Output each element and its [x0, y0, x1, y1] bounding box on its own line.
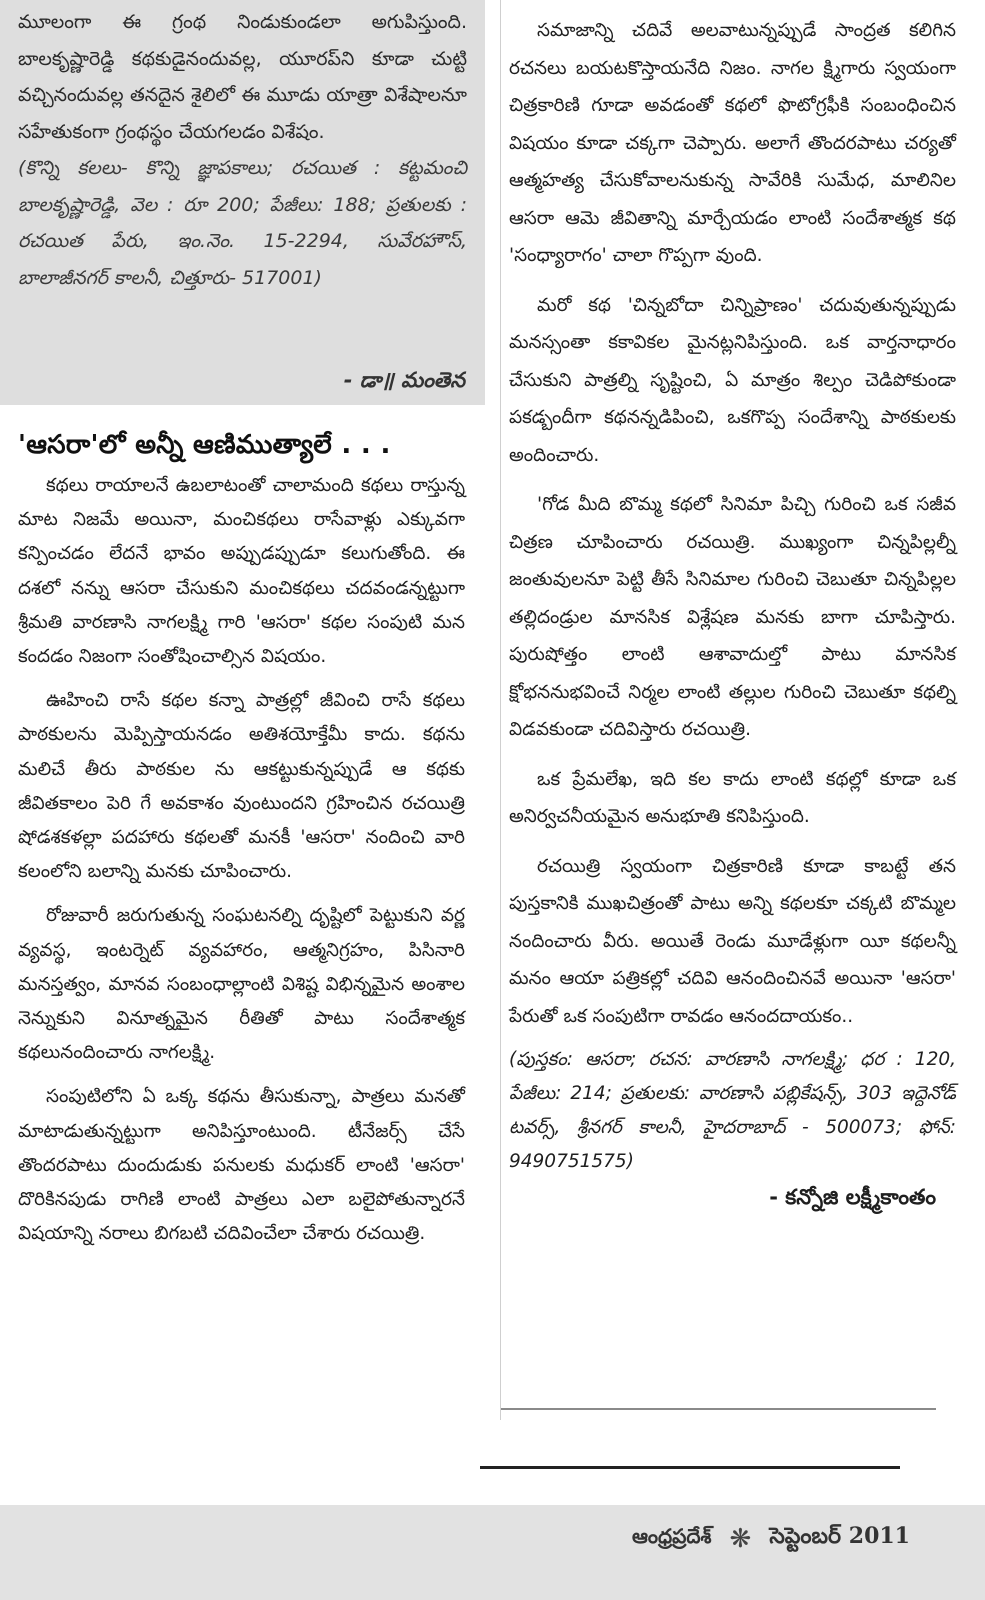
article-paragraph: ఒక ప్రేమలేఖ, ఇది కల కాదు లాంటి కథల్లో కూడా ఒక అనిర్వచనీయమైన అనుభూతి కనిపిస్తుంది. — [509, 768, 956, 827]
review-paragraph: మూలంగా ఈ గ్రంథ నిండుకుండలా అగుపిస్తుంది. బాలకృష్ణారెడ్డి కథకుడైనందువల్ల, యూరప్‌ని కూడా చుట్టి వచ్చినందువల్ల తనదైన శైలిలో ఈ మూడు యాత్రా విశేషాలనూ సహేతుకంగా గ్రంథస్థం చేయగలడం విశేషం. — [18, 11, 467, 143]
article-paragraph: సంపుటిలోని ఏ ఒక్క కథను తీసుకున్నా, పాత్రలు మనతో మాటాడుతున్నట్టుగా అనిపిస్తూంటుంది. టీనేజర్స్ చేసే తొందరపాటు దుందుడుకు పనులకు మధుకర్ లాంటి 'ఆసరా' దొరికినపుడు రాగిణి లాంటి పాత్రలు ఎలా బలైపోతున్నారనే విషయాన్ని నరాలు బిగబటి చదివించేలా చేశారు రచయిత్రి. — [18, 1086, 465, 1245]
article-paragraph: సమాజాన్ని చదివే అలవాటున్నప్పుడే సాంద్రత కలిగిన రచనలు బయటకొస్తాయనేది నిజం. నాగల క్ష్మిగారు స్వయంగా చిత్రకారిణి గూడా అవడంతో కథలో ఫొటోగ్రఫీకి సంబంధించిన విషయం కూడా చక్కగా చెప్పారు. అలాగే తొందరపాటు చర్యతో ఆత్మహత్య చేసుకోవాలనుకున్న సావేరికి సుమేధ, మాలినిల ఆసరా ఆమె జీవితాన్ని మార్చేయడం లాంటి సందేశాత్మక కథ 'సంధ్యారాగం' చాలా గొప్పగా వుంది. — [509, 20, 956, 266]
article-body-left — [18, 469, 465, 1251]
article-paragraph: ఊహించి రాసే కథల కన్నా పాత్రల్లో జీవించి రాసే కథలు పాఠకులను మెప్పిస్తాయనడం అతిశయోక్తేమీ కాదు. కథను మలిచే తీరు పాఠకుల ను ఆకట్టుకున్నప్పుడే ఆ కథకు జీవితకాలం పెరి గే అవకాశం వుంటుందని గ్రహించిన రచయిత్రి షోడశకళల్లా పదహారు కథలతో మనకీ 'ఆసరా' నందించి వారి కలంలోని బలాన్ని మనకు చూపించారు. — [18, 690, 465, 883]
bottom-rule — [480, 1466, 900, 1469]
article-paragraph: రచయిత్రి స్వయంగా చిత్రకారిణి కూడా కాబట్టే తన పుస్తకానికి ముఖచిత్రంతో పాటు అన్ని కథలకూ చక్కటి బొమ్మల నందించారు వీరు. అయితే రెండు మూడేళ్లుగా యీ కథలన్నీ మనం ఆయా పత్రికల్లో చదివి ఆనందించినవే అయినా 'ఆసరా' పేరుతో ఒక సంపుటిగా రావడం ఆనందదాయకం.. — [509, 855, 956, 1027]
star-separator-icon: ❋ — [729, 1523, 752, 1554]
article-paragraph: మరో కథ 'చిన్నబోదా చిన్నిప్రాణం' చదువుతున్నప్పుడు మనస్సంతా కకావికల మైనట్లనిపిస్తుంది. ఒక వార్తనాధారం చేసుకుని పాత్రల్ని సృష్టించి, ఏ మాత్రం శిల్పం చెడిపోకుండా పకడ్బందీగా కథనన్నడిపించి, ఒకగొప్ప సందేశాన్ని పాఠకులకు అందించారు. — [509, 294, 956, 466]
page-footer — [0, 1505, 985, 1600]
article-left-column — [0, 405, 485, 1505]
previous-review-box — [0, 0, 485, 405]
review-citation: (కొన్ని కలలు- కొన్ని జ్ఞాపకాలు; రచయిత : కట్టమంచి బాలకృష్ణారెడ్డి, వెల : రూ 200; పేజీలు: 188; ప్రతులకు : రచయిత పేరు, ఇం.నెం. 15-2294, సువేరహౌస్, బాలాజీనగర్ కాలనీ, చిత్తూరు- 517001) — [18, 157, 467, 289]
article-paragraph: 'గోడ మీది బొమ్మ కథలో సినిమా పిచ్చి గురించి ఒక సజీవ చిత్రణ చూపించారు రచయిత్రి. ముఖ్యంగా చిన్నపిల్లల్నీ జంతువులనూ పెట్టి తీసే సినిమాల గురించి చెబుతూ చిన్నపిల్లల తల్లిదండ్రుల మానసిక విశ్లేషణ మనకు బాగా చూపిస్తారు. పురుషోత్తం లాంటి ఆశావాదుల్తో పాటు మానసిక క్షోభననుభవించే నిర్మల లాంటి తల్లుల గురించి చెబుతూ కథల్ని విడవకుండా చదివిస్తారు రచయిత్రి. — [509, 494, 956, 740]
publication-name: ఆంధ్రప్రదేశ్ — [631, 1524, 712, 1548]
article-headline: 'ఆసరా'లో అన్నీ ఆణిముత్యాలే . . . — [18, 430, 391, 460]
article-paragraph: రోజువారీ జరుగుతున్న సంఘటనల్ని దృష్టిలో పెట్టుకుని వర్ణ వ్యవస్థ, ఇంటర్నెట్ వ్యవహారం, ఆత్మనిగ్రహం, పిసినారి మనస్తత్వం, మానవ సంబంధాల్లాంటి విశిష్ట విభిన్నమైన అంశాల నెన్నుకుని వినూత్నమైన రీతితో పాటు సందేశాత్మక కథలునందించారు నాగలక్ష్మి. — [18, 905, 465, 1064]
book-citation: (పుస్తకం: ఆసరా; రచన: వారణాసి నాగలక్ష్మి; ధర : 120, పేజీలు: 214; ప్రతులకు: వారణాసి పబ్లికేషన్స్, 303 ఇద్దెనోడ్ టవర్స్, శ్రీనగర్ కాలనీ, హైదరాబాద్ - 500073; ఫోన్: 9490751575) — [509, 1049, 956, 1172]
article-right-column — [500, 0, 960, 1420]
column-divider-rule — [501, 1408, 936, 1410]
article-paragraph: కథలు రాయాలనే ఉబలాటంతో చాలామంది కథలు రాస్తున్న మాట నిజమే అయినా, మంచికథలు రాసేవాళ్లు ఎక్కువగా కన్పించడం లేదనే భావం అప్పుడప్పుడూ కలుగుతోంది. ఈ దశలో నన్ను ఆసరా చేసుకుని మంచికథలు చదవండన్నట్టుగా శ్రీమతి వారణాసి నాగలక్ష్మి గారి 'ఆసరా' కథల సంపుటి మన కందడం నిజంగా సంతోషించాల్సిన విషయం. — [18, 475, 465, 668]
article-byline: - కన్నోజి లక్ష్మీకాంతం — [769, 1185, 936, 1209]
issue-date: సెప్టెంబర్ 2011 — [769, 1523, 910, 1549]
review-byline: - డా॥ మంతెన — [343, 368, 465, 392]
